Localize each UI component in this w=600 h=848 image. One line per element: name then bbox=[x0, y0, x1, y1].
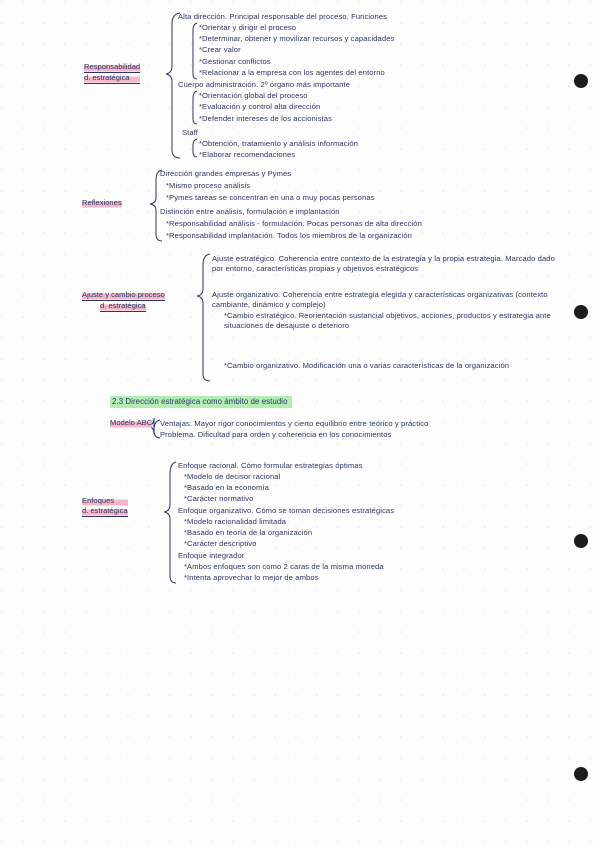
s2-item: Distinción entre análisis, formulación e implantación bbox=[160, 207, 340, 216]
s5-label-line: d. estratégica bbox=[82, 506, 128, 515]
s5-label-line: Enfoques bbox=[82, 496, 128, 506]
s1-item: *Crear valor bbox=[199, 45, 241, 54]
s1-label-line: Responsabilidad bbox=[84, 62, 141, 71]
s2-item: *Pymes tareas se concentran en una o muy pocas personas bbox=[166, 193, 375, 202]
s1-item: Alta dirección. Principal responsable del proceso. Funciones bbox=[178, 12, 388, 21]
brace-s1-b bbox=[193, 91, 197, 124]
s1-item: *Evaluación y control alta dirección bbox=[199, 102, 321, 111]
s5-label bbox=[82, 496, 128, 517]
brace-s1-a bbox=[193, 23, 197, 79]
brace-s5 bbox=[164, 462, 176, 583]
s1-item: *Defender intereses de los accionistas bbox=[199, 114, 332, 123]
brace-s2 bbox=[150, 170, 162, 241]
s5-item: *Carácter normativo bbox=[184, 494, 254, 503]
s5-item: Enfoque integrador bbox=[178, 551, 245, 560]
s4-ventajas: Ventajas. Mayor rigor conocimientos y cierto equilibrio entre teórico y práctico bbox=[160, 419, 429, 428]
s5-item: *Carácter descriptivo bbox=[184, 539, 257, 548]
s1-item: *Gestionar conflictos bbox=[199, 57, 271, 66]
s1-item: *Determinar, obtener y movilizar recursos y capacidades bbox=[199, 34, 395, 43]
s5-item: *Intenta aprovechar lo mejor de ambos bbox=[184, 573, 319, 582]
s1-item: Cuerpo administración. 2º órgano más importante bbox=[178, 80, 351, 89]
brace-s1-c bbox=[193, 139, 197, 157]
s3-label bbox=[82, 290, 200, 312]
s4-problema: Problema. Dificultad para orden y coherencia en los conocimientos bbox=[160, 430, 392, 439]
s3-ajuste-estrategico: Ajuste estratégico. Coherencia entre contexto de la estrategia y la propia estrategia. Marcado dado por entorno, características propias y objetivos estratégicos bbox=[212, 254, 555, 273]
s1-item: *Orientación global del proceso bbox=[199, 91, 308, 100]
s2-item: Dirección grandes empresas y Pymes bbox=[160, 169, 292, 178]
s4-label: Modelo ABC bbox=[110, 418, 153, 427]
s5-item: *Modelo racionalidad limitada bbox=[184, 517, 287, 526]
s5-item: *Ambos enfoques son como 2 caras de la misma moneda bbox=[184, 562, 384, 571]
s5-item: *Modelo de decisor racional bbox=[184, 472, 281, 481]
s1-label bbox=[84, 62, 140, 84]
s2-item: *Responsabilidad análisis - formulación. Pocas personas de alta dirección bbox=[166, 219, 422, 228]
s5-item: Enfoque racional. Cómo formular estrategias óptimas bbox=[178, 461, 363, 470]
s3-cambio-organizativo: *Cambio organizativo. Modificación una o varias características de la organización bbox=[224, 361, 510, 370]
s5-item: Enfoque organizativo. Cómo se toman decisiones estratégicas bbox=[178, 506, 395, 515]
s1-item: *Elaborar recomendaciones bbox=[199, 150, 296, 159]
s2-item: *Responsabilidad implantación. Todos los miembros de la organización bbox=[166, 231, 412, 240]
s1-item: *Relacionar a la empresa con los agentes del entorno bbox=[199, 68, 385, 77]
s3-ajuste-organizativo: Ajuste organizativo. Coherencia entre estrategia elegida y características organizativas (contexto cambiante, dinámico y complejo) bbox=[212, 290, 548, 309]
s2-label: Reflexiones bbox=[82, 198, 122, 207]
s5-item: *Basado en la economía bbox=[184, 483, 269, 492]
s1-item: Staff bbox=[182, 128, 198, 137]
s3-cambio-estrategico: *Cambio estratégico. Reorientación sustancial objetivos, acciones, productos y estrategia ante situaciones de desajuste o deterioro bbox=[224, 311, 551, 330]
s1-item: *Orientar y dirigir el proceso bbox=[199, 23, 297, 32]
brace-s3 bbox=[197, 254, 210, 381]
s1-label-line: d. estratégica bbox=[84, 73, 140, 84]
section-heading: 2.3 Dirección estratégica como ámbito de estudio bbox=[110, 396, 292, 408]
s5-item: *Basado en teoría de la organización bbox=[184, 528, 313, 537]
s2-item: *Mismo proceso análisis bbox=[166, 181, 251, 190]
s1-item: *Obtención, tratamiento y análisis información bbox=[199, 139, 359, 148]
s3-label-line: Ajuste y cambio proceso bbox=[82, 290, 165, 299]
s3-label-line: d. estratégica bbox=[100, 301, 146, 310]
